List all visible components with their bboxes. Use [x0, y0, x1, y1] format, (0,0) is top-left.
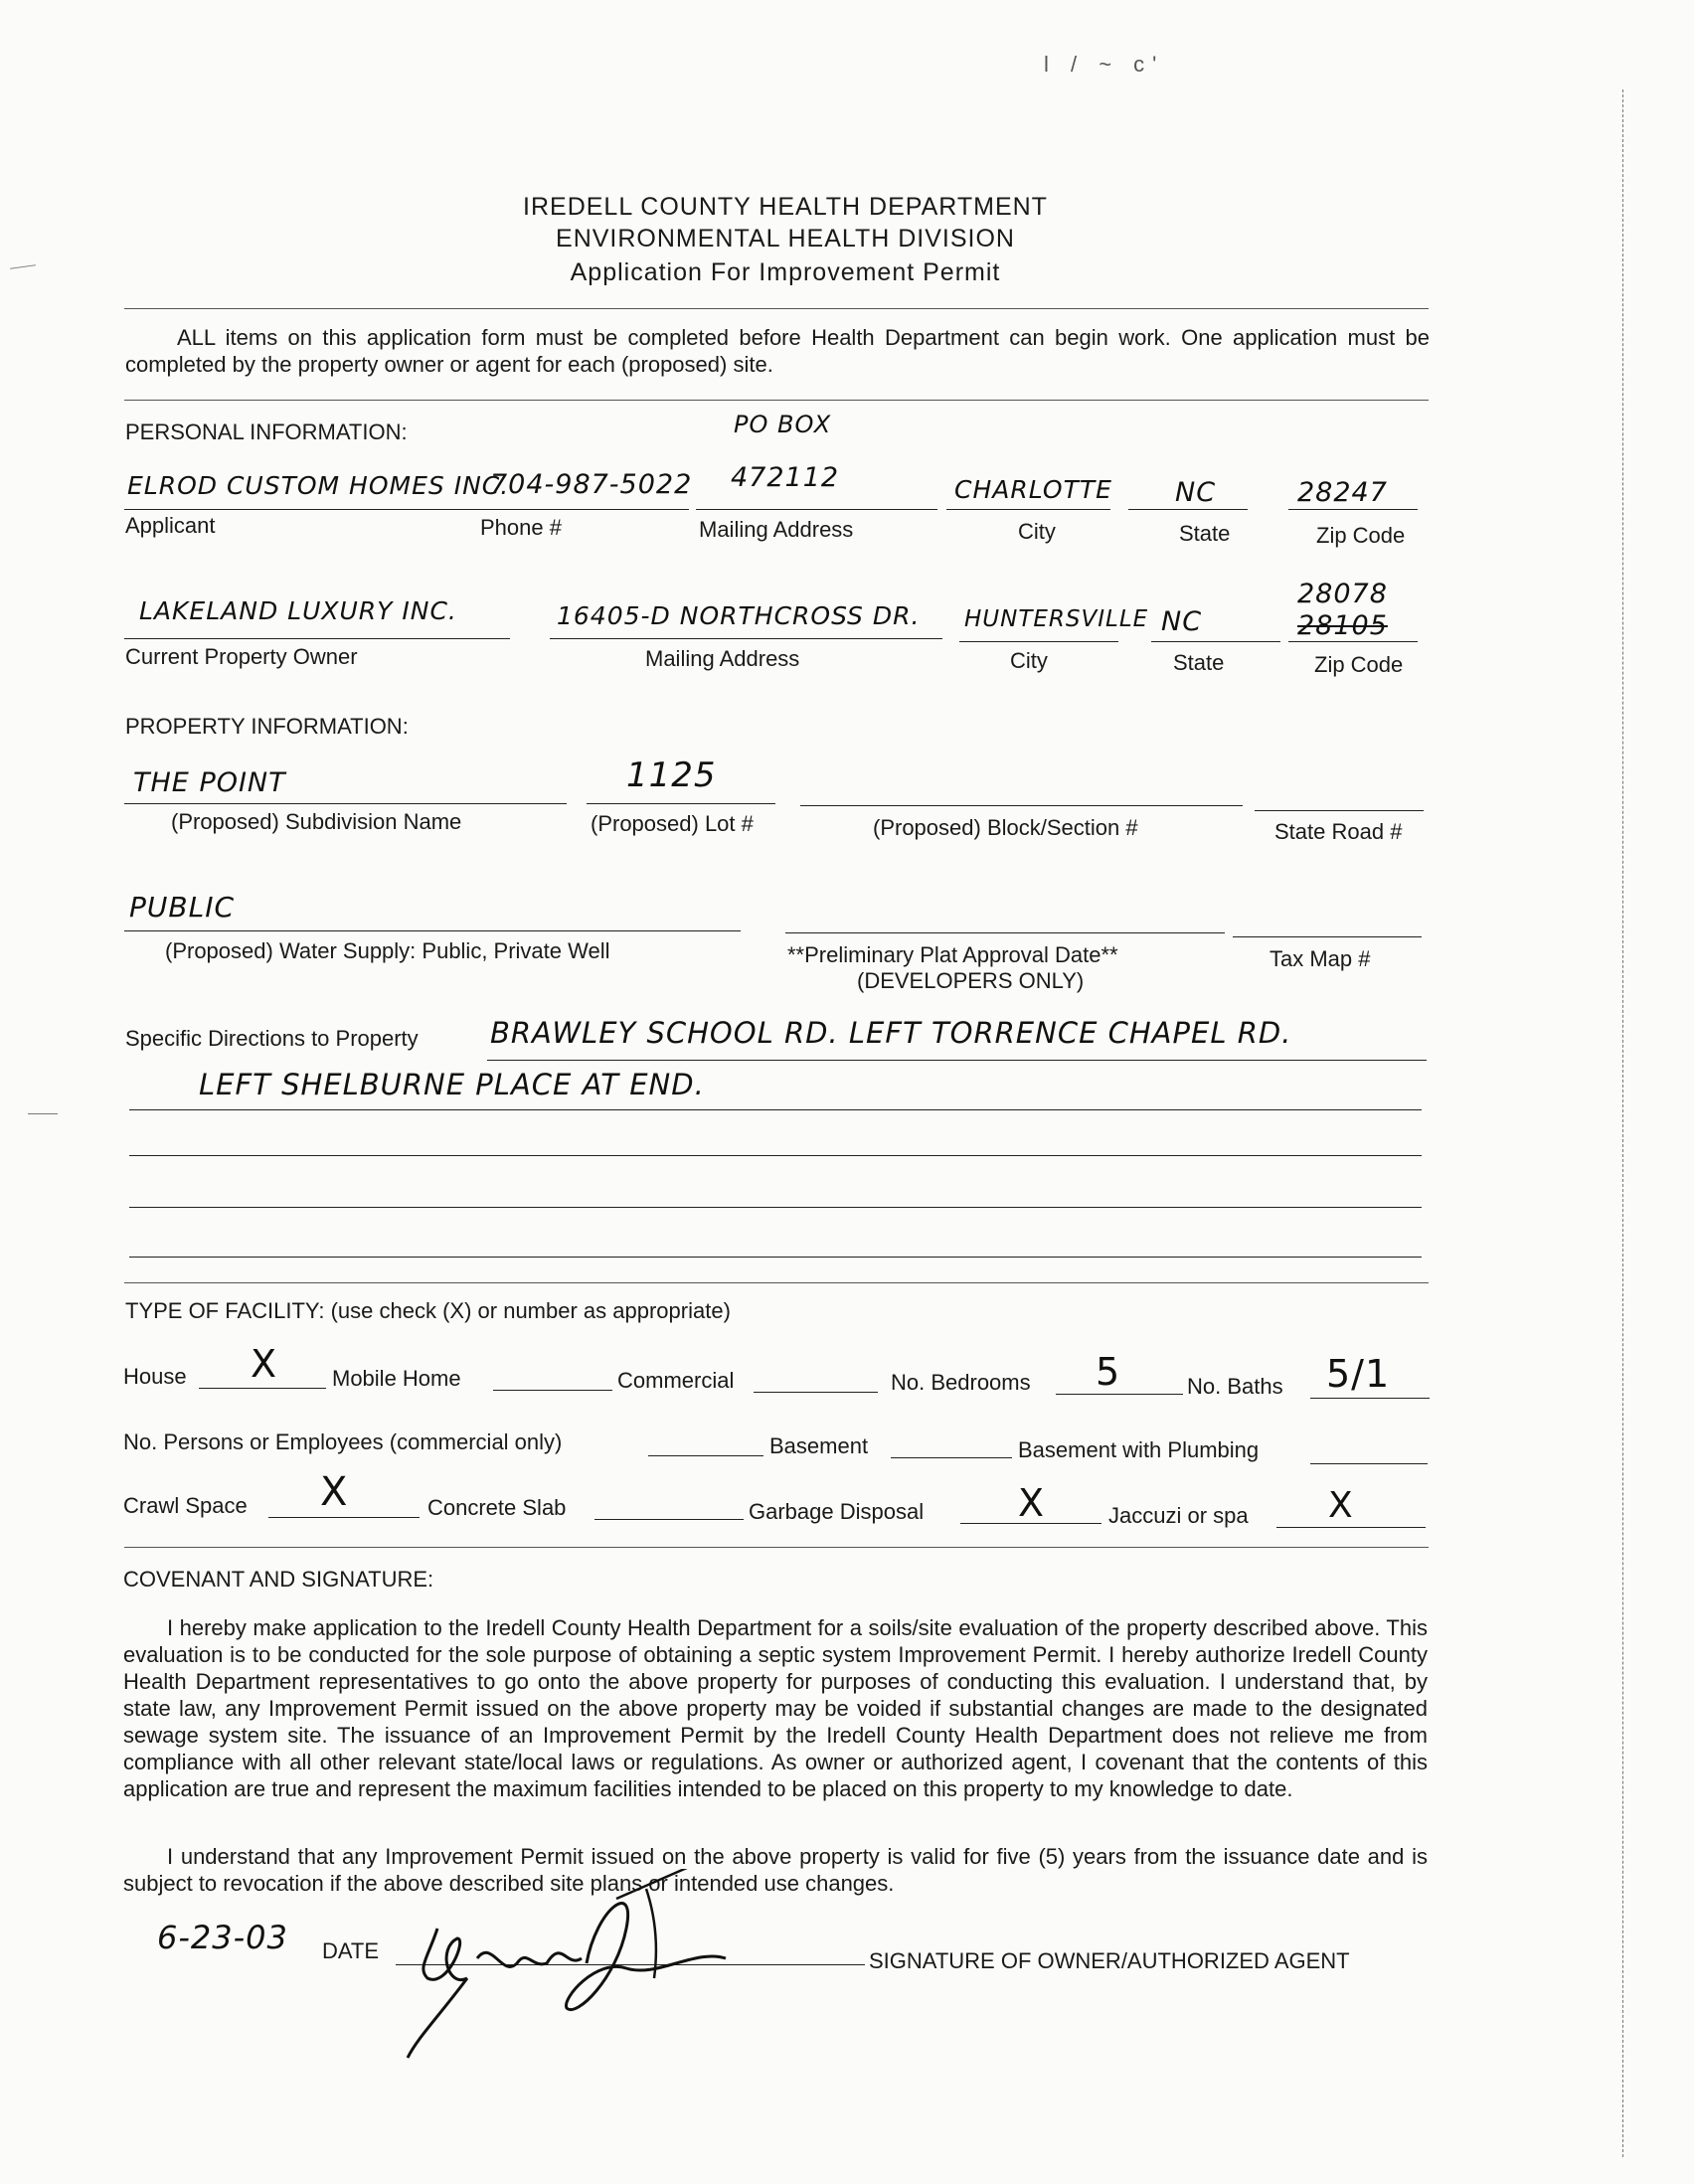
directions-line [129, 1257, 1422, 1258]
covenant-heading: COVENANT AND SIGNATURE: [123, 1567, 434, 1592]
house-label: House [123, 1364, 187, 1389]
zip-line [1288, 509, 1418, 510]
owner-line [124, 638, 510, 639]
developers-only-label: (DEVELOPERS ONLY) [857, 968, 1085, 993]
applicant-zip: 28247 [1297, 477, 1388, 508]
owner-state: NC [1161, 606, 1203, 637]
owner-zip-label: Zip Code [1314, 652, 1404, 677]
tax-map-label: Tax Map # [1270, 946, 1371, 971]
directions-line2: LEFT SHELBURNE PLACE AT END. [199, 1068, 705, 1101]
mobile-home-label: Mobile Home [332, 1366, 461, 1391]
date-value: 6-23-03 [157, 1919, 288, 1956]
directions-line [487, 1060, 1427, 1061]
directions-line [129, 1109, 1422, 1110]
subdivision-label: (Proposed) Subdivision Name [171, 809, 462, 834]
owner-city: HUNTERSVILLE [964, 606, 1149, 632]
concrete-slab-label: Concrete Slab [427, 1495, 567, 1520]
signature-stroke [408, 1929, 467, 2058]
owner-city-line [959, 641, 1118, 642]
plat-date-label: **Preliminary Plat Approval Date** [787, 942, 1118, 967]
form-title: Application For Improvement Permit [570, 258, 1001, 286]
facility-heading: TYPE OF FACILITY: (use check (X) or number as appropriate) [125, 1298, 731, 1323]
water-supply-label: (Proposed) Water Supply: Public, Private Well [165, 938, 610, 963]
baths-line [1310, 1398, 1430, 1399]
state-road-line [1255, 810, 1424, 811]
water-supply-value: PUBLIC [129, 891, 235, 924]
owner-address-label: Mailing Address [645, 646, 800, 671]
mobile-home-line [493, 1390, 612, 1391]
applicant-line [124, 509, 689, 510]
block-line [800, 805, 1243, 806]
crawl-space-label: Crawl Space [123, 1493, 248, 1518]
owner-label: Current Property Owner [125, 644, 358, 669]
house-check: X [251, 1342, 278, 1386]
applicant-phone: 704-987-5022 [490, 469, 693, 500]
applicant-address-line1: PO BOX [734, 411, 832, 438]
applicant-name: ELROD CUSTOM HOMES INC. [127, 471, 510, 500]
water-line [124, 930, 741, 931]
tax-map-line [1233, 936, 1422, 937]
commercial-label: Commercial [617, 1368, 735, 1393]
divider [124, 1282, 1429, 1283]
applicant-city: CHARLOTTE [954, 475, 1112, 504]
owner-zip: 28078 [1297, 579, 1388, 609]
baths-label: No. Baths [1187, 1374, 1283, 1399]
owner-state-label: State [1173, 650, 1225, 675]
state-line [1128, 509, 1248, 510]
division-title: ENVIRONMENTAL HEALTH DIVISION [556, 225, 1015, 252]
garbage-disposal-label: Garbage Disposal [749, 1499, 925, 1524]
scan-speck [28, 1113, 58, 1114]
subdivision-value: THE POINT [133, 767, 286, 798]
basement-plumbing-line [1310, 1463, 1428, 1464]
dept-title: IREDELL COUNTY HEALTH DEPARTMENT [523, 193, 1048, 221]
state-road-label: State Road # [1274, 819, 1403, 844]
owner-city-label: City [1010, 648, 1048, 673]
city-line [946, 509, 1110, 510]
garbage-disposal-check: X [1018, 1481, 1046, 1525]
concrete-slab-line [594, 1519, 744, 1520]
directions-line1: BRAWLEY SCHOOL RD. LEFT TORRENCE CHAPEL RD. [490, 1016, 1292, 1050]
baths-value: 5/1 [1326, 1352, 1391, 1396]
owner-address-line [550, 638, 942, 639]
persons-line [648, 1455, 763, 1456]
owner-zip-struck: 28105 [1297, 610, 1388, 641]
owner-state-line [1151, 641, 1280, 642]
lot-line [587, 803, 775, 804]
divider [124, 308, 1429, 309]
applicant-address: 472112 [731, 462, 840, 493]
crawl-space-check: X [320, 1469, 349, 1515]
bedrooms-label: No. Bedrooms [891, 1370, 1031, 1395]
basement-plumbing-label: Basement with Plumbing [1018, 1437, 1260, 1462]
scan-edge-artifact [1622, 89, 1623, 2157]
owner-name: LAKELAND LUXURY INC. [139, 596, 457, 625]
directions-label: Specific Directions to Property [125, 1026, 419, 1051]
crawl-space-line [268, 1517, 420, 1518]
city-label: City [1018, 519, 1056, 544]
jacuzzi-line [1276, 1527, 1426, 1528]
directions-line [129, 1155, 1422, 1156]
applicant-state: NC [1175, 477, 1217, 508]
personal-heading: PERSONAL INFORMATION: [125, 420, 408, 444]
bedrooms-value: 5 [1096, 1350, 1121, 1394]
basement-line [891, 1457, 1012, 1458]
address-line [696, 509, 937, 510]
revocation-paragraph: I understand that any Improvement Permit issued on the above property is valid for five (5) years from the issuance date and is subject to revocation if the above described site plans or intended use changes. [123, 1844, 1428, 1896]
divider [124, 400, 1429, 401]
top-marks: l / ~ c' [1044, 52, 1165, 77]
owner-address: 16405-D NORTHCROSS DR. [557, 601, 921, 630]
basement-label: Basement [769, 1433, 869, 1458]
jacuzzi-label: Jaccuzi or spa [1108, 1503, 1249, 1528]
house-line [199, 1388, 326, 1389]
plat-line [785, 932, 1225, 933]
block-label: (Proposed) Block/Section # [873, 815, 1138, 840]
commercial-line [754, 1392, 878, 1393]
owner-zip-line [1288, 641, 1418, 642]
covenant-paragraph: I hereby make application to the Iredell County Health Department for a soils/site evaluation of the property described above. This evaluation is to be conducted for the sole purpose of obtaining a septic system Improvement Permit. I hereby authorize Iredell County Health Department representatives to go onto the above property for purposes of conducting this evaluation. I understand that, by state law, any Improvement Permit issued on the above property may be voided if substantial changes are made to the designated sewage system site. The issuance of an Improvement Permit by the Iredell County Health Department does not relieve me from compliance with all other relevant state/local laws or regulations. As owner or authorized agent, I covenant that the contents of this application are true and represent the maximum facilities intended to be placed on this property to my knowledge to date. [123, 1615, 1428, 1801]
subdivision-line [124, 803, 567, 804]
lot-value: 1125 [626, 756, 717, 795]
zip-label: Zip Code [1316, 523, 1406, 548]
intro-text: ALL items on this application form must be completed before Health Department can begin work. One application must be completed by the property owner or agent for each (proposed) site. [125, 325, 1430, 377]
date-label: DATE [322, 1938, 380, 1963]
jacuzzi-check: X [1328, 1485, 1354, 1526]
applicant-label: Applicant [125, 513, 216, 538]
signature-stroke [477, 1952, 582, 1966]
directions-line [129, 1207, 1422, 1208]
signature-label: SIGNATURE OF OWNER/AUTHORIZED AGENT [869, 1948, 1350, 1973]
lot-label: (Proposed) Lot # [591, 811, 754, 836]
property-heading: PROPERTY INFORMATION: [125, 714, 409, 739]
signature-stroke [567, 1904, 726, 2010]
bedrooms-line [1056, 1394, 1183, 1395]
signature-drawing [398, 1869, 775, 2068]
mailing-address-label: Mailing Address [699, 517, 854, 542]
state-label: State [1179, 521, 1231, 546]
persons-label: No. Persons or Employees (commercial only) [123, 1429, 563, 1454]
divider [124, 1547, 1429, 1548]
phone-label: Phone # [480, 515, 562, 540]
